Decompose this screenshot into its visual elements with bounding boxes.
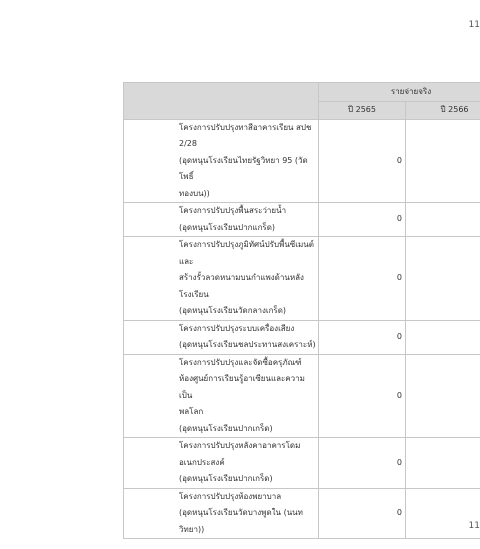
project-name-cell: [124, 354, 319, 438]
table-row: [124, 203, 480, 237]
table-row: [124, 237, 480, 321]
project-name-cell: [124, 320, 319, 354]
project-name-line: โรงเรียน: [179, 289, 209, 299]
table-row: [124, 119, 480, 203]
value-2566-cell: [406, 354, 480, 438]
value-2565-cell: 0: [319, 203, 406, 237]
table-row: [124, 354, 480, 438]
value-2566-cell: [406, 438, 480, 489]
project-name-line: โครงการปรับปรุงระบบเครื่องเสียง: [179, 323, 295, 333]
header-year-2566: ปี 2566: [406, 102, 480, 120]
project-name-line: (อุดหนุนโรงเรียนปากเกร็ด): [179, 474, 273, 483]
project-name-line: (อุดหนุนโรงเรียนปากเกร็ด): [179, 423, 273, 433]
value-2565-cell: 0: [319, 119, 406, 203]
table-row: [124, 438, 480, 489]
table-row: [124, 320, 480, 354]
project-name-line: พลโลก: [179, 407, 204, 416]
project-name-line: อเนกประสงค์: [179, 457, 225, 467]
value-2565-cell: 0: [319, 320, 406, 354]
project-name-line: และ: [179, 256, 194, 266]
project-name-line: ห้องศูนย์การเรียนรู้อาเซียนและความเป็น: [179, 374, 305, 400]
value-2566-cell: [406, 203, 480, 237]
project-name-cell: [124, 488, 319, 539]
page-number-top: 11: [468, 20, 480, 30]
value-2565-cell: 0: [319, 438, 406, 489]
header-blank-cell: [124, 83, 319, 120]
project-name-line: โครงการปรับปรุงและจัดซื้อครุภัณฑ์: [179, 357, 302, 367]
table-row: [124, 488, 480, 539]
project-name-line: สร้างรั้วลวดหนามบนกำแพงด้านหลัง: [179, 273, 304, 282]
project-name-line: (อุดหนุนโรงเรียนปากแกร็ด): [179, 222, 276, 232]
project-name-line: โครงการปรับปรุงห้องพยาบาล: [179, 491, 282, 501]
value-2566-cell: [406, 119, 480, 203]
budget-table: [123, 82, 480, 539]
header-actual-expense: รายจ่ายจริง: [319, 83, 480, 102]
project-name-line: โครงการปรับปรุงพื้นสระว่ายน้ำ: [179, 206, 287, 215]
project-name-line: (อุดหนุนโรงเรียนชลประทานสงเคราะห์): [179, 340, 316, 349]
value-2566-cell: [406, 320, 480, 354]
project-name-cell: [124, 203, 319, 237]
project-name-line: 2/28: [179, 139, 197, 148]
project-name-line: โครงการปรับปรุงภูมิทัศน์ปรับพื้นซีเมนต์: [179, 240, 314, 249]
project-name-line: (อุดหนุนโรงเรียนวัดบางพูดใน (นนทวิทยา)): [179, 508, 303, 534]
project-name-line: โครงการปรับปรุงทาสีอาคารเรียน สปช: [179, 122, 312, 132]
value-2565-cell: 0: [319, 488, 406, 539]
project-name-line: ทองบน)): [179, 188, 210, 198]
page-number-bottom: 11: [468, 521, 480, 531]
project-name-line: (อุดหนุนโรงเรียนวัดกลางเกร็ด): [179, 306, 287, 315]
project-name-cell: [124, 237, 319, 321]
project-name-cell: [124, 119, 319, 203]
project-name-line: (อุดหนุนโรงเรียนไทยรัฐวิทยา 95 (วัดโพธิ์: [179, 155, 308, 181]
table-body: [124, 119, 480, 539]
value-2565-cell: 0: [319, 354, 406, 438]
project-name-line: โครงการปรับปรุงหลังคาอาคารโดม: [179, 441, 301, 450]
project-name-cell: [124, 438, 319, 489]
header-year-2565: ปี 2565: [319, 102, 406, 120]
value-2566-cell: [406, 237, 480, 321]
value-2565-cell: 0: [319, 237, 406, 321]
